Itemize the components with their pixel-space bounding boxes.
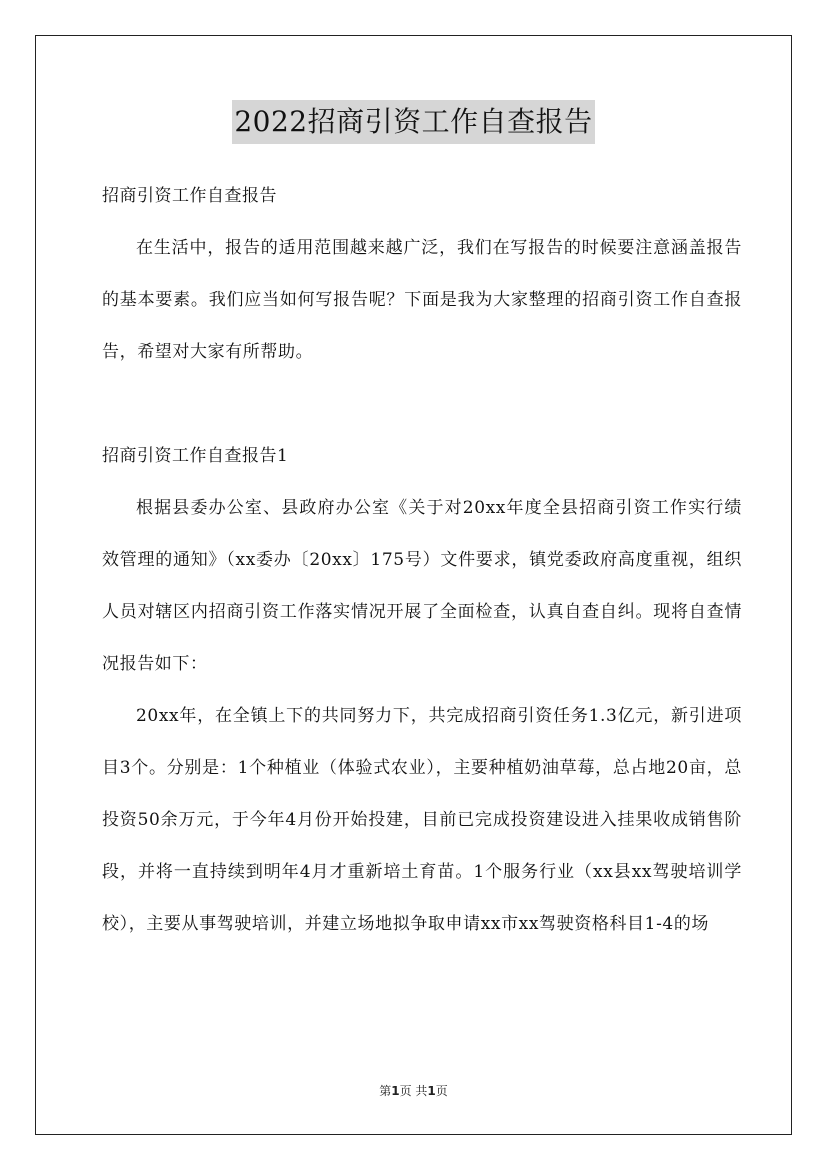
footer-page-current: 1 [391, 1084, 400, 1098]
paragraph-spacer [102, 378, 742, 430]
footer-page-mid: 页 共 [399, 1084, 428, 1098]
document-body [102, 170, 742, 950]
footer-page-prefix: 第 [379, 1084, 392, 1098]
document-title: 2022招商引资工作自查报告 [232, 100, 594, 144]
page-footer [0, 1082, 827, 1099]
footer-page-suffix: 页 [435, 1084, 448, 1098]
section-heading: 招商引资工作自查报告1 [102, 446, 289, 466]
body-paragraph-2: 20xx年，在全镇上下的共同努力下，共完成招商引资任务1.3亿元，新引进项目3个。分别是：1个种植业（体验式农业），主要种植奶油草莓，总占地20亩，总投资50余万元，于今年4月份开始投建，目前已完成投资建设进入挂果收成销售阶段，并将一直持续到明年4月才重新培土育苗。1个服务行业（xx县xx驾驶培训学校），主要从事驾驶培训，并建立场地拟争取申请xx市xx驾驶资格科目1-4的场 [102, 706, 742, 934]
body-paragraph-1: 根据县委办公室、县政府办公室《关于对20xx年度全县招商引资工作实行绩效管理的通知》（xx委办〔20xx〕175号）文件要求，镇党委政府高度重视，组织人员对辖区内招商引资工作落实情况开展了全面检查，认真自查自纠。现将自查情况报告如下： [102, 498, 742, 674]
title-container [0, 100, 827, 144]
document-subtitle: 招商引资工作自查报告 [102, 186, 277, 206]
intro-paragraph: 在生活中，报告的适用范围越来越广泛，我们在写报告的时候要注意涵盖报告的基本要素。我们应当如何写报告呢？下面是我为大家整理的招商引资工作自查报告，希望对大家有所帮助。 [102, 238, 742, 362]
footer-page-total: 1 [427, 1084, 436, 1098]
